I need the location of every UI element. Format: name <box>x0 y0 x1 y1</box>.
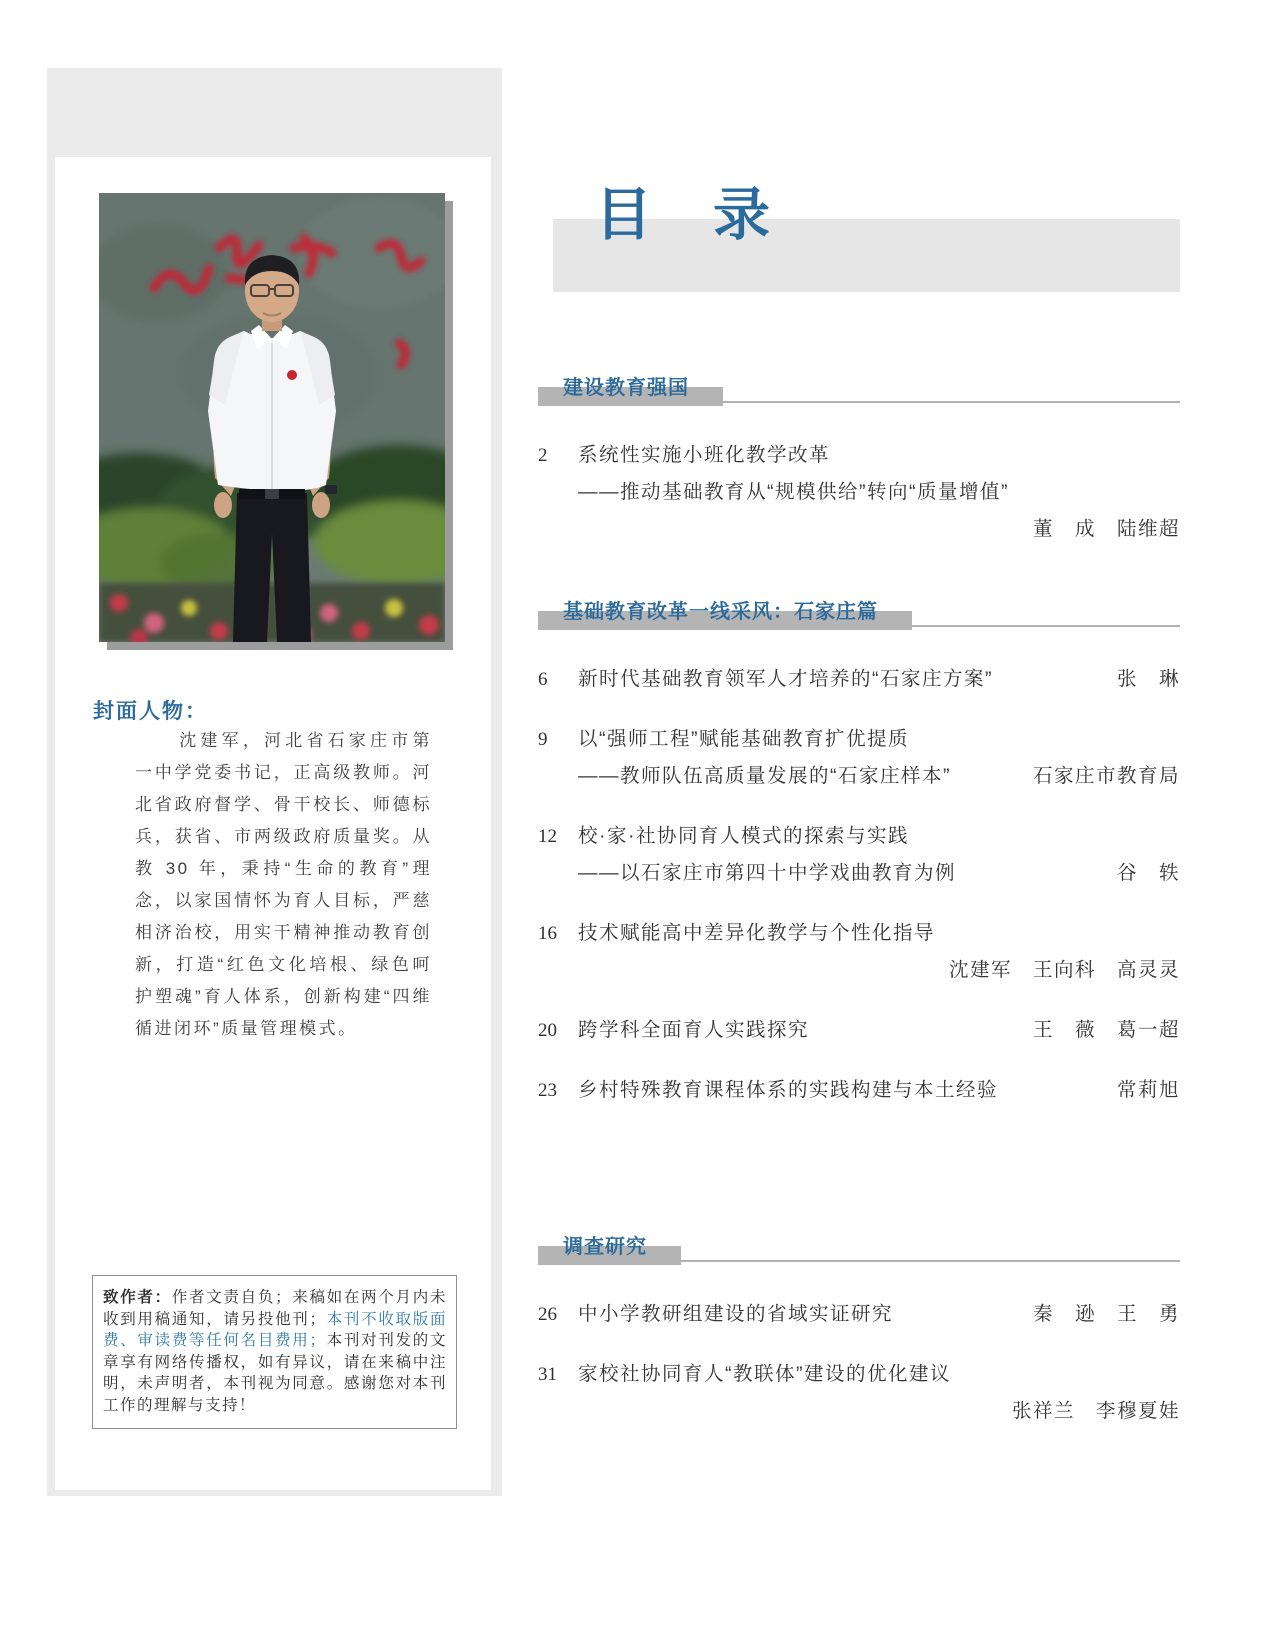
notice-part2: 本刊对刊发的文章享有网络传播权，如有异议，请在来稿中注明，未声明者，本刊视为同意。感谢您对本刊工作的理解与支持！ <box>103 1332 447 1414</box>
sidebar-panel <box>55 157 491 1490</box>
article-authors: 王 薇 葛一超 <box>1032 1019 1180 1041</box>
article-subtitle: ——推动基础教育从“规模供给”转向“质量增值” <box>578 481 1009 503</box>
section-heading <box>538 372 1180 406</box>
article-entry <box>538 661 1180 698</box>
article-title: 系统性实施小班化教学改革 <box>578 444 831 466</box>
article-authors-line <box>538 511 1180 548</box>
article-page-number: 2 <box>538 445 548 466</box>
article-title-line <box>538 661 1180 698</box>
article-entry <box>538 721 1180 795</box>
section-heading-label: 建设教育强国 <box>538 372 723 406</box>
article-page-number: 12 <box>538 826 557 847</box>
article-authors-line <box>538 952 1180 989</box>
article-authors-line <box>538 1393 1180 1430</box>
article-entry <box>538 1356 1180 1430</box>
toc-sections <box>538 372 1180 1430</box>
notice-part1: 作者文责自负；来稿如在两个月内未收到用稿通知，请另投他刊； <box>103 1289 447 1328</box>
article-title-line <box>538 1356 1180 1393</box>
section-heading <box>538 1231 1180 1265</box>
article-title-line <box>538 1296 1180 1333</box>
article-title: 跨学科全面育人实践探究 <box>578 1019 810 1041</box>
sidebar-column <box>47 68 502 1496</box>
article-authors: 石家庄市教育局 <box>1032 765 1180 787</box>
article-entry <box>538 1012 1180 1049</box>
page-title: 目 录 <box>595 183 772 247</box>
notice-prefix: 致作者： <box>103 1289 172 1306</box>
article-entry <box>538 1072 1180 1109</box>
article-page-number: 31 <box>538 1364 557 1385</box>
article-title: 中小学教研组建设的省域实证研究 <box>578 1303 894 1325</box>
article-authors: 秦 逊 王 勇 <box>1032 1303 1180 1325</box>
article-page-number: 26 <box>538 1304 557 1325</box>
article-entry <box>538 915 1180 989</box>
article-title: 家校社协同育人“教联体”建设的优化建议 <box>578 1363 951 1385</box>
article-page-number: 16 <box>538 923 557 944</box>
section-heading <box>538 596 1180 630</box>
article-page-number: 23 <box>538 1080 557 1101</box>
toc-column <box>538 185 1180 1430</box>
article-page-number: 20 <box>538 1020 557 1041</box>
article-title: 校·家·社协同育人模式的探索与实践 <box>578 825 909 847</box>
article-authors: 张祥兰 李穆夏娃 <box>1011 1400 1180 1422</box>
toc-title-block <box>538 185 1180 292</box>
article-title-line <box>538 915 1180 952</box>
article-title: 技术赋能高中差异化教学与个性化指导 <box>578 922 936 944</box>
article-title-line <box>538 818 1180 855</box>
article-title: 新时代基础教育领军人才培养的“石家庄方案” <box>578 668 993 690</box>
article-title: 以“强师工程”赋能基础教育扩优提质 <box>578 728 909 750</box>
article-authors: 张 琳 <box>1116 668 1180 690</box>
cover-photo-illustration <box>99 193 445 642</box>
article-subtitle: ——以石家庄市第四十中学戏曲教育为例 <box>578 862 957 884</box>
article-subtitle: ——教师队伍高质量发展的“石家庄样本” <box>578 765 951 787</box>
cover-person-label: 封面人物： <box>93 700 208 723</box>
cover-photo <box>99 193 445 642</box>
section-heading-label: 调查研究 <box>538 1231 681 1265</box>
article-entry <box>538 437 1180 548</box>
article-authors: 常莉旭 <box>1116 1079 1180 1101</box>
article-page-number: 9 <box>538 729 548 750</box>
article-authors: 沈建军 王向科 高灵灵 <box>948 959 1180 981</box>
authors-notice-text <box>103 1287 447 1416</box>
article-authors: 谷 轶 <box>1116 862 1180 884</box>
article-title-line <box>538 1012 1180 1049</box>
section-heading-label: 基础教育改革一线采风：石家庄篇 <box>538 596 912 630</box>
article-title: 乡村特殊教育课程体系的实践构建与本土经验 <box>578 1079 999 1101</box>
article-entry <box>538 1296 1180 1333</box>
authors-notice-box <box>92 1275 457 1429</box>
cover-person-bio: 沈建军，河北省石家庄市第一中学党委书记，正高级教师。河北省政府督学、骨干校长、师德标兵，获省、市两级政府质量奖。从教 30 年，秉持“生命的教育”理念，以家国情怀为育人目标，严慈相济治校，用实干精神推动教育创新，打造“红色文化培根、绿色呵护塑魂”育人体系，创新构建“四维循进闭环”质量管理模式。 <box>135 731 432 1038</box>
article-title-line <box>538 1072 1180 1109</box>
article-entry <box>538 818 1180 892</box>
article-subtitle-line <box>538 474 1180 511</box>
article-title-line <box>538 721 1180 758</box>
article-subtitle-line <box>538 758 1180 795</box>
article-authors: 董 成 陆维超 <box>1032 518 1180 540</box>
article-title-line <box>538 437 1180 474</box>
notice-highlight: 本刊不收取版面费、审读费等任何名目费用； <box>103 1310 447 1349</box>
article-page-number: 6 <box>538 669 548 690</box>
article-subtitle-line <box>538 855 1180 892</box>
